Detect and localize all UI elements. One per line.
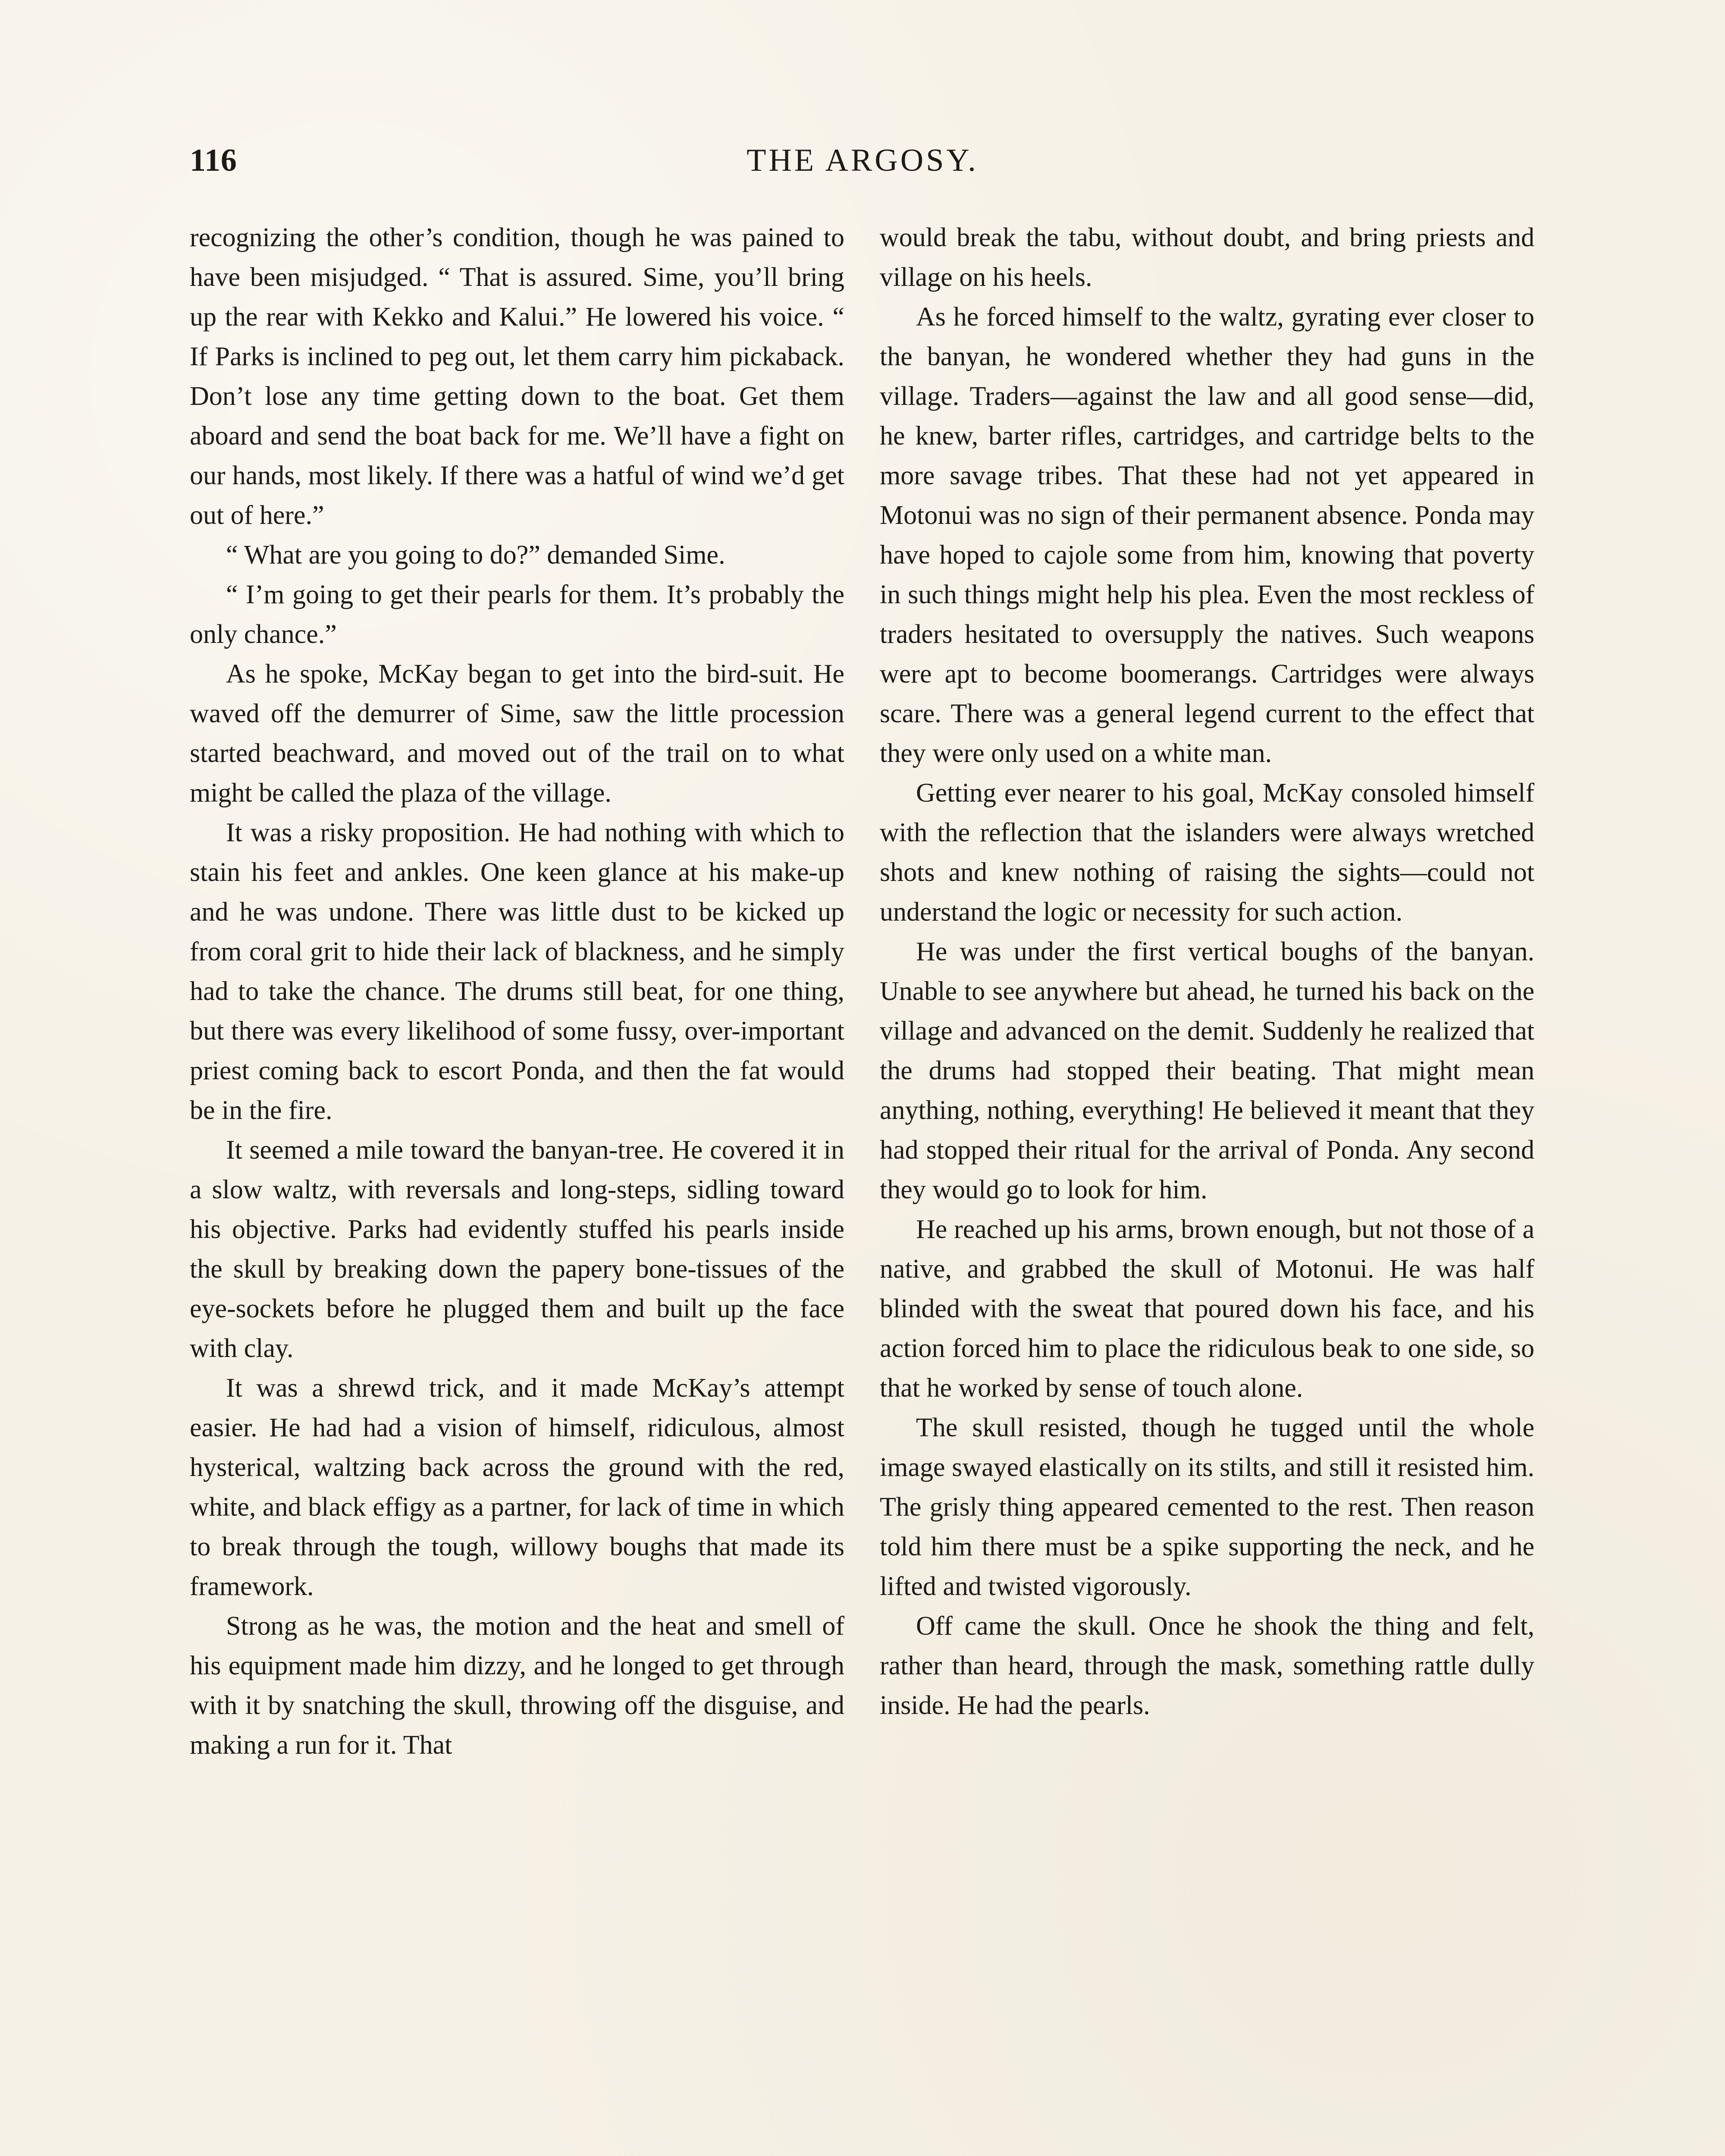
page-header bbox=[190, 142, 1535, 194]
left-paragraph-5: It was a risky proposition. He had nothing with which to stain his feet and ankles. One keen glance at his make-up and he was undone. There was little dust to be kicked up from coral grit to hide their lack of blackness, and he simply had to take the chance. The drums still beat, for one thing, but there was every likelihood of some fussy, over-important priest coming back to escort Ponda, and then the fat would be in the fire. bbox=[190, 818, 844, 1125]
left-paragraph-1: recognizing the other’s condition, though he was pained to have been misjudged. “ That is assured. Sime, you’ll bring up the rear with Kekko and Kalui.” He lowered his voice. “ If Parks is inclined to peg out, let them carry him pickaback. Don’t lose any time getting down to the boat. Get them aboard and send the boat back for me. We’ll have a fight on our hands, most likely. If there was a hatful of wind we’d get out of here.” bbox=[190, 223, 844, 530]
page-number: 116 bbox=[190, 143, 237, 178]
left-paragraph-8: Strong as he was, the motion and the heat and smell of his equipment made him dizzy, and he longed to get through with it by snatching the skull, throwing off the disguise, and making a run for it. That bbox=[190, 1611, 844, 1760]
right-paragraph-6: The skull resisted, though he tugged until the whole image swayed elastically on its stilts, and still it resisted him. The grisly thing appeared cemented to the rest. Then reason told him there must be a spike supporting the neck, and he lifted and twisted vigorously. bbox=[880, 1413, 1534, 1601]
left-paragraph-3: “ I’m going to get their pearls for them. It’s probably the only chance.” bbox=[190, 580, 844, 649]
running-head-title: THE ARGOSY. bbox=[746, 143, 979, 178]
right-paragraph-1: would break the tabu, without doubt, and bring priests and village on his heels. bbox=[880, 223, 1534, 292]
right-paragraph-7: Off came the skull. Once he shook the thing and felt, rather than heard, through the mask, something rattle dully inside. He had the pearls. bbox=[880, 1611, 1534, 1720]
right-paragraph-2: As he forced himself to the waltz, gyrating ever closer to the banyan, he wondered whether they had guns in the village. Traders—against the law and all good sense—did, he knew, barter rifles, cartridges, and cartridge belts to the more savage tribes. That these had not yet appeared in Motonui was no sign of their permanent absence. Ponda may have hoped to cajole some from him, knowing that poverty in such things might help his plea. Even the most reckless of traders hesitated to oversupply the natives. Such weapons were apt to become boomerangs. Cartridges were always scare. There was a general legend current to the effect that they were only used on a white man. bbox=[880, 302, 1534, 768]
left-paragraph-2: “ What are you going to do?” demanded Sime. bbox=[226, 540, 725, 570]
right-paragraph-4: He was under the first vertical boughs of the banyan. Unable to see anywhere but ahead, he turned his back on the village and advanced on the demit. Suddenly he realized that the drums had stopped their beating. That might mean anything, nothing, everything! He believed it meant that they had stopped their ritual for the arrival of Ponda. Any second they would go to look for him. bbox=[880, 937, 1534, 1204]
left-paragraph-6: It seemed a mile toward the banyan-tree. He covered it in a slow waltz, with reversals and long-steps, sidling toward his objective. Parks had evidently stuffed his pearls inside the skull by breaking down the papery bone-tissues of the eye-sockets before he plugged them and built up the face with clay. bbox=[190, 1135, 844, 1363]
right-paragraph-5: He reached up his arms, brown enough, but not those of a native, and grabbed the skull of Motonui. He was half blinded with the sweat that poured down his face, and his action forced him to place the ridiculous beak to one side, so that he worked by sense of touch alone. bbox=[880, 1215, 1534, 1403]
right-paragraph-3: Getting ever nearer to his goal, McKay consoled himself with the reflection that the islanders were always wretched shots and knew nothing of raising the sights—could not understand the logic or necessity for such action. bbox=[880, 778, 1534, 927]
right-column bbox=[880, 218, 1534, 1725]
left-column bbox=[190, 218, 844, 1765]
left-paragraph-4: As he spoke, McKay began to get into the bird-suit. He waved off the demurrer of Sime, saw the little procession started beachward, and moved out of the trail on to what might be called the plaza of the village. bbox=[190, 659, 844, 808]
left-paragraph-7: It was a shrewd trick, and it made McKay’s attempt easier. He had had a vision of himself, ridiculous, almost hysterical, waltzing back across the ground with the red, white, and black effigy as a partner, for lack of time in which to break through the tough, willowy boughs that made its framework. bbox=[190, 1373, 844, 1601]
